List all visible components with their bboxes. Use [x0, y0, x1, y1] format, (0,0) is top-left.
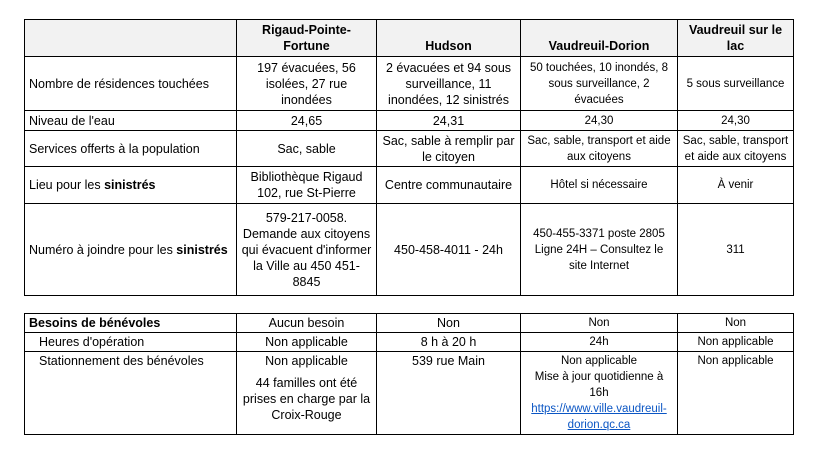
- row-label: Niveau de l'eau: [25, 111, 237, 131]
- header-vaudreuil-dorion: Vaudreuil-Dorion: [521, 20, 678, 57]
- row-residences: [25, 57, 794, 111]
- cell-rigaud: Non applicable: [237, 333, 377, 352]
- cell-vaudreuil-dorion: Hôtel si nécessaire: [521, 167, 678, 204]
- cell-hudson: Sac, sable à remplir par le citoyen: [377, 131, 521, 167]
- cell-hudson: 2 évacuées et 94 sous surveillance, 11 inondées, 12 sinistrés: [377, 57, 521, 111]
- header-blank: [25, 20, 237, 57]
- header-rigaud: Rigaud-Pointe-Fortune: [237, 20, 377, 57]
- row-label: Nombre de résidences touchées: [25, 57, 237, 111]
- cell-vaudreuil-dorion: 24,30: [521, 111, 678, 131]
- cell-hudson: 539 rue Main: [377, 352, 521, 435]
- header-hudson: Hudson: [377, 20, 521, 57]
- header-row: [25, 20, 794, 57]
- cell-vaudreuil-sur-le-lac: À venir: [678, 167, 794, 204]
- cell-vaudreuil-dorion: Sac, sable, transport et aide aux citoyens: [521, 131, 678, 167]
- cell-line: Non applicable: [560, 355, 638, 367]
- website-link[interactable]: https://www.ville.vaudreuil-dorion.qc.ca: [531, 403, 667, 431]
- row-label: Heures d'opération: [25, 333, 237, 352]
- row-niveau: [25, 111, 794, 131]
- cell-rigaud: Aucun besoin: [237, 314, 377, 333]
- cell-vaudreuil-dorion: 450-455-3371 poste 2805 Ligne 24H – Consultez le site Internet: [521, 204, 678, 296]
- cell-vaudreuil-sur-le-lac: 5 sous surveillance: [678, 57, 794, 111]
- row-label: Services offerts à la population: [25, 131, 237, 167]
- cell-rigaud: Sac, sable: [237, 131, 377, 167]
- row-lieu: [25, 167, 794, 204]
- cell-rigaud: Bibliothèque Rigaud 102, rue St-Pierre: [237, 167, 377, 204]
- cell-line: Non applicable: [265, 354, 348, 368]
- cell-vaudreuil-sur-le-lac: Non: [678, 314, 794, 333]
- cell-hudson: Centre communautaire: [377, 167, 521, 204]
- cell-vaudreuil-dorion: 50 touchées, 10 inondés, 8 sous surveillance, 2 évacuées: [521, 57, 678, 111]
- row-label: Numéro à joindre pour les sinistrés: [25, 204, 237, 296]
- row-numero: [25, 204, 794, 296]
- cell-note: 44 familles ont été prises en charge par la Croix-Rouge: [242, 376, 371, 422]
- row-label: Besoins de bénévoles: [25, 314, 237, 333]
- cell-vaudreuil-dorion: [521, 352, 678, 435]
- row-services: [25, 131, 794, 167]
- cell-note: Mise à jour quotidienne à 16h: [534, 371, 664, 399]
- cell-rigaud: 579-217-0058. Demande aux citoyens qui évacuent d'informer la Ville au 450 451-8845: [237, 204, 377, 296]
- volunteers-table: [24, 313, 794, 435]
- cell-rigaud: [237, 352, 377, 435]
- cell-vaudreuil-sur-le-lac: Non applicable: [678, 333, 794, 352]
- cell-vaudreuil-dorion: Non: [521, 314, 678, 333]
- cell-vaudreuil-sur-le-lac: Sac, sable, transport et aide aux citoyens: [678, 131, 794, 167]
- cell-rigaud: 24,65: [237, 111, 377, 131]
- header-vaudreuil-sur-le-lac: Vaudreuil sur le lac: [678, 20, 794, 57]
- cell-vaudreuil-sur-le-lac: Non applicable: [678, 352, 794, 435]
- row-heures: [25, 333, 794, 352]
- cell-vaudreuil-sur-le-lac: 311: [678, 204, 794, 296]
- row-label: Lieu pour les sinistrés: [25, 167, 237, 204]
- cell-vaudreuil-sur-le-lac: 24,30: [678, 111, 794, 131]
- cell-hudson: 450-458-4011 - 24h: [377, 204, 521, 296]
- row-besoins: [25, 314, 794, 333]
- cell-rigaud: 197 évacuées, 56 isolées, 27 rue inondées: [237, 57, 377, 111]
- cell-hudson: Non: [377, 314, 521, 333]
- row-label: Stationnement des bénévoles: [25, 352, 237, 435]
- municipalities-table: [24, 19, 794, 296]
- cell-vaudreuil-dorion: 24h: [521, 333, 678, 352]
- row-stationnement: [25, 352, 794, 435]
- cell-hudson: 24,31: [377, 111, 521, 131]
- cell-hudson: 8 h à 20 h: [377, 333, 521, 352]
